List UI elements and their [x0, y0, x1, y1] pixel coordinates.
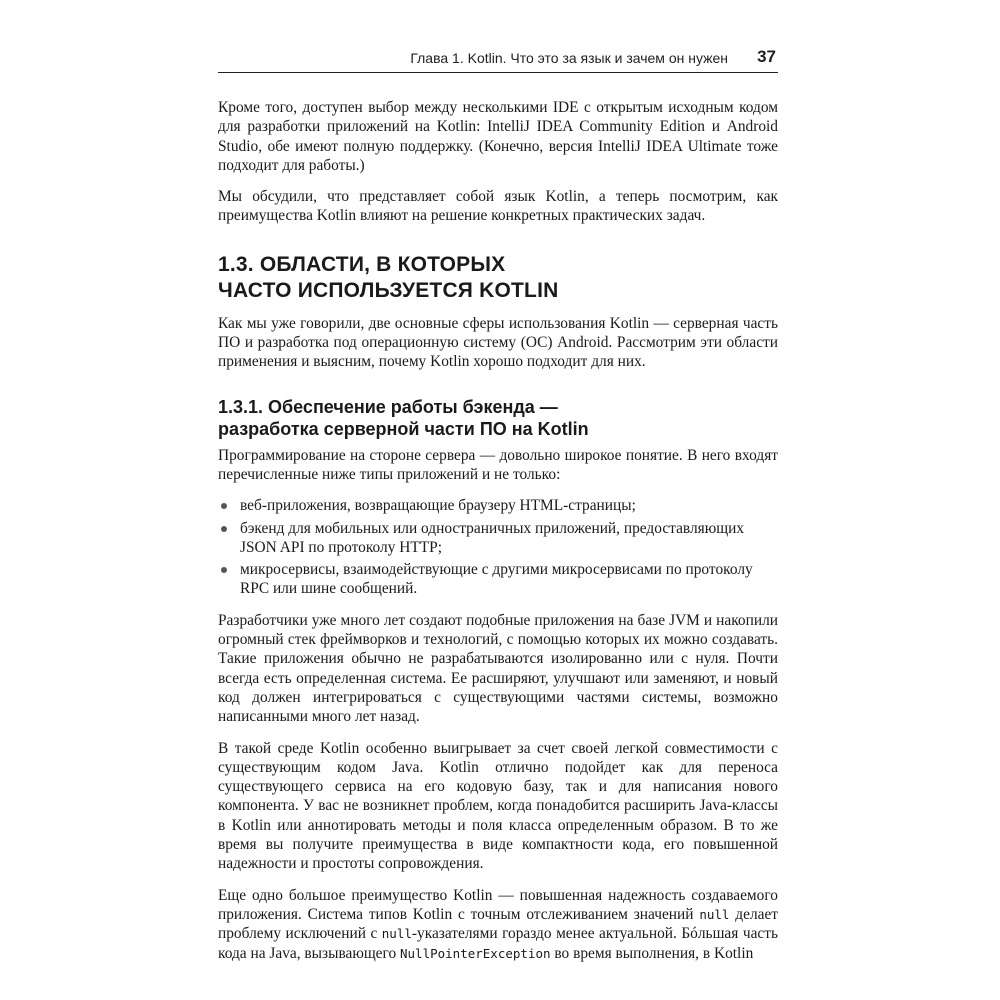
subsection-heading-line1: 1.3.1. Обеспечение работы бэкенда — [218, 396, 558, 417]
text-run: Еще одно большое преимущество Kotlin — повышенная надежность создаваемого приложения. Система типов Kotlin с точным отслеживанием значений [218, 886, 778, 923]
section-heading-line1: 1.3. ОБЛАСТИ, В КОТОРЫХ [218, 252, 506, 276]
list-item [218, 560, 778, 599]
bullet-icon [221, 503, 227, 509]
list-item-text: веб-приложения, возвращающие браузеру HTML-страницы; [240, 497, 636, 515]
code-null: null [699, 906, 730, 922]
code-npe: NullPointerException [400, 945, 551, 961]
paragraph-overview: Мы обсудили, что представляет собой язык Kotlin, а теперь посмотрим, как преимущества Kotlin влияют на решение конкретных практических задач. [218, 188, 778, 225]
page-number: 37 [757, 47, 776, 66]
subsection-heading [218, 396, 778, 440]
section-heading [218, 252, 778, 304]
book-page [218, 0, 778, 1000]
bullet-icon [221, 567, 227, 573]
paragraph-intro: Как мы уже говорили, две основные сферы использования Kotlin — серверная часть ПО и разработка под операционную систему (ОС) Android. Рассмотрим эти области применения и выясним, почему Kotlin хорошо подходит для них. [218, 314, 778, 371]
paragraph-server-side: Программирование на стороне сервера — довольно широкое понятие. В него входят перечисленные ниже типы приложений и не только: [218, 446, 778, 483]
section-heading-line2: ЧАСТО ИСПОЛЬЗУЕТСЯ KOTLIN [218, 278, 559, 302]
bullet-icon [221, 526, 227, 532]
bullet-list [218, 496, 778, 598]
chapter-title: Глава 1. Kotlin. Что это за язык и зачем он нужен [410, 50, 728, 66]
text-run: -указателями гораздо менее актуальной. Бóльшая часть кода на Java, вызывающего [218, 925, 778, 962]
paragraph-interop: В такой среде Kotlin особенно выигрывает за счет своей легкой совместимости с существующим кодом Java. Kotlin отлично подойдет как для переноса существующего сервиса на его кодовую базу, так и для написания нового компонента. У вас не возникнет проблем, когда понадобится расширить Java-классы в Kotlin или аннотировать методы и поля класса определенным образом. В то же время вы получите преимущества в виде компактности кода, его повышенной надежности и простоты сопровождения. [218, 739, 778, 873]
page-body [218, 98, 778, 975]
text-run: во время выполнения, в Kotlin [550, 944, 754, 962]
code-null: null [381, 926, 412, 942]
running-header [218, 46, 778, 73]
paragraph-ide: Кроме того, доступен выбор между несколькими IDE с открытым исходным кодом для разработки приложений на Kotlin: IntelliJ IDEA Community Edition и Android Studio, обе имеют полную поддержку. (Конечно, версия IntelliJ IDEA Ultimate тоже подходит для работы.) [218, 99, 778, 174]
list-item [218, 496, 778, 515]
list-item-text: бэкенд для мобильных или одностраничных приложений, предоставляющих JSON API по протоколу HTTP; [240, 519, 745, 556]
list-item [218, 519, 778, 558]
paragraph-reliability [218, 886, 778, 963]
list-item-text: микросервисы, взаимодействующие с другими микросервисами по протоколу RPC или шине сообщений. [240, 561, 753, 598]
text-run: делает проблему исключений с [218, 905, 779, 943]
paragraph-jvm: Разработчики уже много лет создают подобные приложения на базе JVM и накопили огромный стек фреймворков и технологий, с помощью которых их можно создавать. Такие приложения обычно не разрабатываются изолированно или с нуля. Почти всегда есть определенная система. Ее расширяют, улучшают или заменяют, и новый код должен интегрироваться с существующими частями системы, возможно написанными много лет назад. [218, 611, 778, 726]
subsection-heading-line2: разработка серверной части ПО на Kotlin [218, 418, 589, 439]
